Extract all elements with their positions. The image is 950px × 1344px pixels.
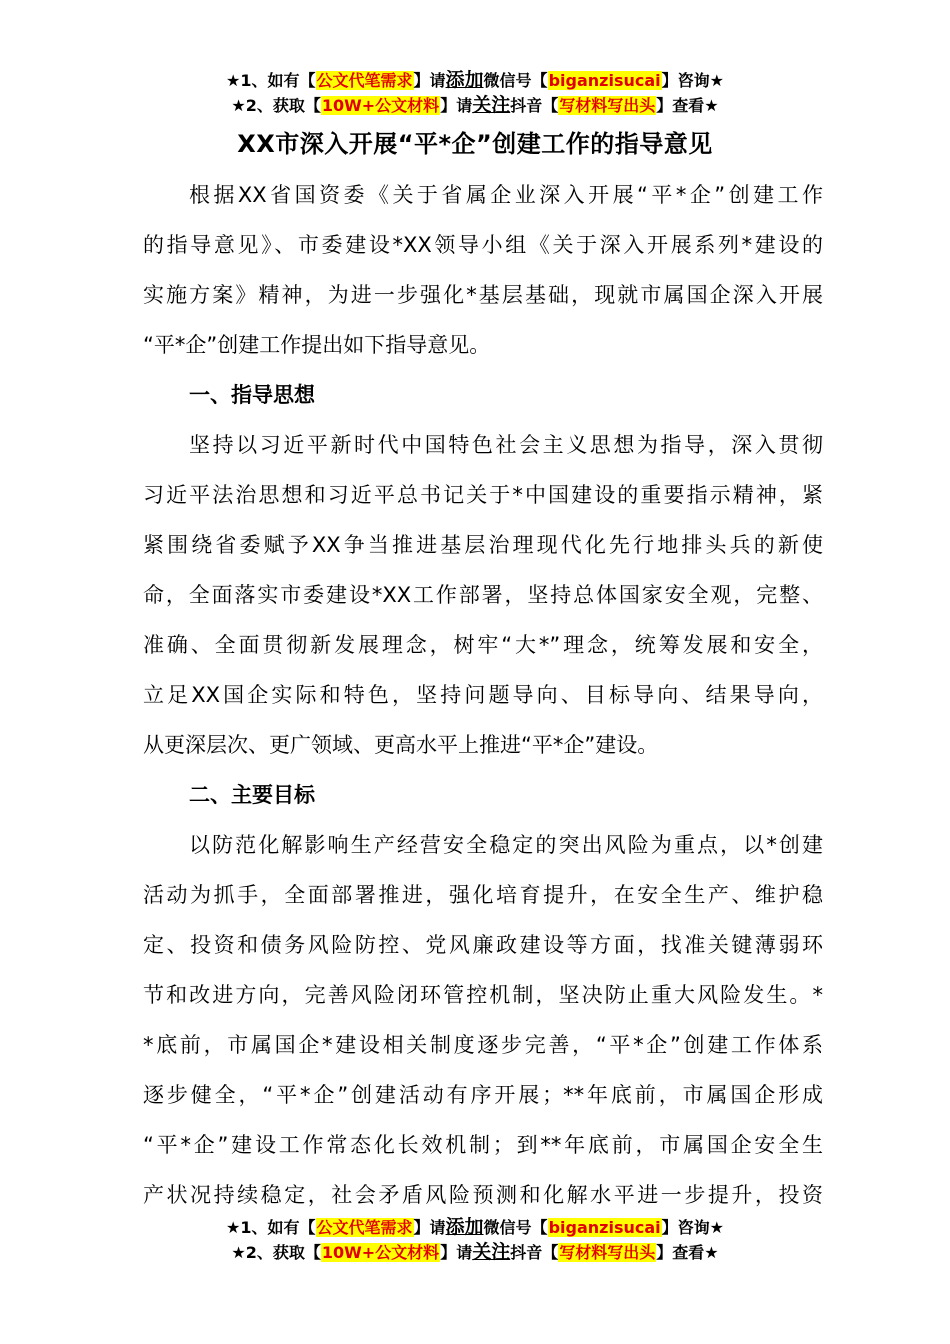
section-heading: 一、指导思想 (189, 383, 315, 407)
promo-text: 】查看★ (656, 96, 719, 115)
promo-text: 微信号【 (483, 1218, 548, 1237)
paragraph-line: 节和改进方向，完善风险闭环管控机制，坚决防止重大风险发生。* (143, 983, 823, 1007)
promo-text: 】咨询★ (661, 1218, 724, 1237)
promo-highlight: 写材料写出头 (559, 96, 656, 115)
promo-text: ★2、获取【 (231, 96, 321, 115)
promo-highlight: 公文代笔需求 (316, 1218, 413, 1237)
promo-highlight: 公文代笔需求 (316, 71, 413, 90)
promo-underlined-text: 添加 (445, 69, 484, 91)
promo-line-1 (0, 1215, 950, 1240)
paragraph-line: 立足XX国企实际和特色，坚持问题导向、目标导向、结果导向， (143, 683, 823, 707)
paragraph-line: 准确、全面贯彻新发展理念，树牢“大*”理念，统筹发展和安全， (143, 633, 823, 657)
promo-underlined-text: 添加 (445, 1216, 484, 1238)
document-title: XX市深入开展“平*企”创建工作的指导意见 (237, 130, 713, 158)
promo-text: 抖音【 (510, 96, 559, 115)
promo-highlight: 10W+公文材料 (321, 96, 440, 115)
promo-text: 】查看★ (656, 1243, 719, 1262)
section-heading: 二、主要目标 (189, 783, 315, 807)
promo-text: ★1、如有【 (226, 1218, 316, 1237)
paragraph-line: 从更深层次、更广领域、更高水平上推进“平*企”建设。 (143, 733, 659, 757)
paragraph-line: 活动为抓手，全面部署推进，强化培育提升，在安全生产、维护稳 (143, 883, 823, 907)
promo-text: 】请 (413, 71, 446, 90)
promo-text: 】请 (440, 96, 473, 115)
paragraph-line: 命，全面落实市委建设*XX工作部署，坚持总体国家安全观，完整、 (143, 583, 823, 607)
paragraph-line: 产状况持续稳定，社会矛盾风险预测和化解水平进一步提升，投资 (143, 1183, 823, 1207)
paragraph-line: 习近平法治思想和习近平总书记关于*中国建设的重要指示精神，紧 (143, 483, 823, 507)
promo-highlight: 10W+公文材料 (321, 1243, 440, 1262)
promo-text: ★2、获取【 (231, 1243, 321, 1262)
promo-text: 抖音【 (510, 1243, 559, 1262)
paragraph-line: 坚持以习近平新时代中国特色社会主义思想为指导，深入贯彻 (189, 433, 823, 457)
promo-underlined-text: 关注 (472, 1241, 511, 1263)
document-body (143, 170, 823, 1220)
paragraph-line: “平*企”创建工作提出如下指导意见。 (143, 333, 491, 357)
promo-underlined-text: 关注 (472, 94, 511, 116)
paragraph-line: 以防范化解影响生产经营安全稳定的突出风险为重点，以*创建 (189, 833, 823, 857)
promo-line-1 (0, 68, 950, 93)
paragraph-line: *底前，市属国企*建设相关制度逐步完善，“平*企”创建工作体系 (143, 1033, 823, 1057)
paragraph-line: 逐步健全，“平*企”创建活动有序开展；**年底前，市属国企形成 (143, 1083, 823, 1107)
paragraph-line: 紧围绕省委赋予XX争当推进基层治理现代化先行地排头兵的新使 (143, 533, 823, 557)
promo-highlight: biganzisucai (548, 71, 661, 90)
paragraph-line: 实施方案》精神，为进一步强化*基层基础，现就市属国企深入开展 (143, 283, 823, 307)
promo-line-2 (0, 93, 950, 118)
promo-text: 】请 (413, 1218, 446, 1237)
paragraph-line: 的指导意见》、市委建设*XX领导小组《关于深入开展系列*建设的 (143, 233, 823, 257)
promo-text: ★1、如有【 (226, 71, 316, 90)
paragraph-line: 定、投资和债务风险防控、党风廉政建设等方面，找准关键薄弱环 (143, 933, 823, 957)
promo-highlight: biganzisucai (548, 1218, 661, 1237)
promo-banner-top (0, 68, 950, 118)
promo-highlight: 写材料写出头 (559, 1243, 656, 1262)
promo-text: 】请 (440, 1243, 473, 1262)
paragraph-line: 根据XX省国资委《关于省属企业深入开展“平*企”创建工作 (189, 183, 823, 207)
promo-text: 微信号【 (483, 71, 548, 90)
paragraph-line: “平*企”建设工作常态化长效机制；到**年底前，市属国企安全生 (143, 1133, 823, 1157)
promo-banner-bottom (0, 1215, 950, 1265)
promo-text: 】咨询★ (661, 71, 724, 90)
promo-line-2 (0, 1240, 950, 1265)
